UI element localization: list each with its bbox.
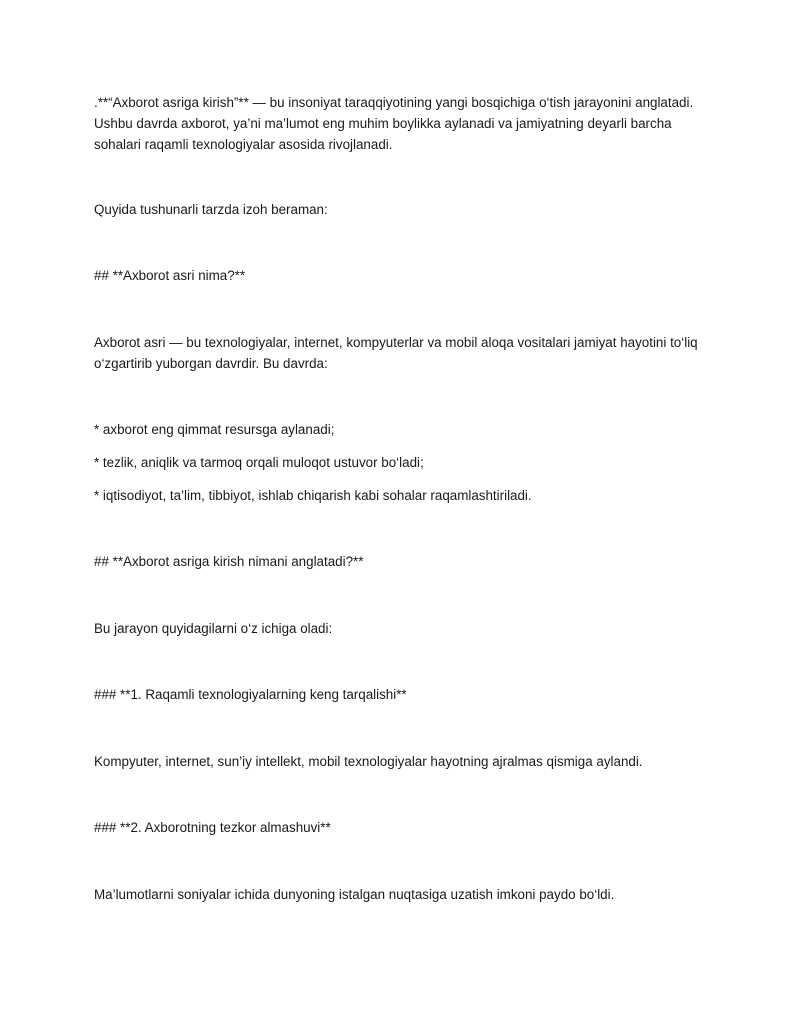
para1-line-2: o‘zgartirib yuborgan davrdir. Bu davrda: [94, 356, 328, 371]
intro-line-3: sohalari raqamli texnologiyalar asosida rivojlanadi. [94, 137, 393, 152]
intro-paragraph [94, 92, 708, 155]
bullet-item-2: * tezlik, aniqlik va tarmoq orqali muloqot ustuvor bo‘ladi; [94, 455, 424, 470]
intro-line-2: Ushbu davrda axborot, ya’ni ma’lumot eng muhim boylikka aylanadi va jamiyatning deyarli barcha [94, 116, 672, 131]
heading-axborot-asri-nima: ## **Axborot asri nima?** [94, 268, 246, 283]
paragraph-raqamli-texnologiyalar: Kompyuter, internet, sun’iy intellekt, mobil texnologiyalar hayotning ajralmas qismiga aylandi. [94, 754, 643, 769]
para1-line-1: Axborot asri — bu texnologiyalar, internet, kompyuterlar va mobil aloqa vositalari jamiyat hayotini to‘liq [94, 335, 698, 350]
paragraph-axborot-almashuvi: Ma’lumotlarni soniyalar ichida dunyoning istalgan nuqtasiga uzatish imkoni paydo bo‘ldi. [94, 887, 615, 902]
bullet-item-1: * axborot eng qimmat resursga aylanadi; [94, 422, 335, 437]
intro-line-1: .**“Axborot asriga kirish”** — bu insoniyat taraqqiyotining yangi bosqichiga o‘tish jarayonini anglatadi. [94, 95, 694, 110]
heading-axborot-asriga-kirish: ## **Axborot asriga kirish nimani anglatadi?** [94, 554, 364, 569]
paragraph-axborot-asri [94, 332, 708, 374]
bullet-item-3: * iqtisodiyot, ta’lim, tibbiyot, ishlab chiqarish kabi sohalar raqamlashtiriladi. [94, 488, 532, 503]
heading-raqamli-texnologiyalar: ### **1. Raqamli texnologiyalarning keng tarqalishi** [94, 687, 407, 702]
heading-axborot-almashuvi: ### **2. Axborotning tezkor almashuvi** [94, 820, 331, 835]
lead-paragraph: Quyida tushunarli tarzda izoh beraman: [94, 202, 328, 217]
paragraph-jarayon: Bu jarayon quyidagilarni o‘z ichiga oladi: [94, 621, 333, 636]
